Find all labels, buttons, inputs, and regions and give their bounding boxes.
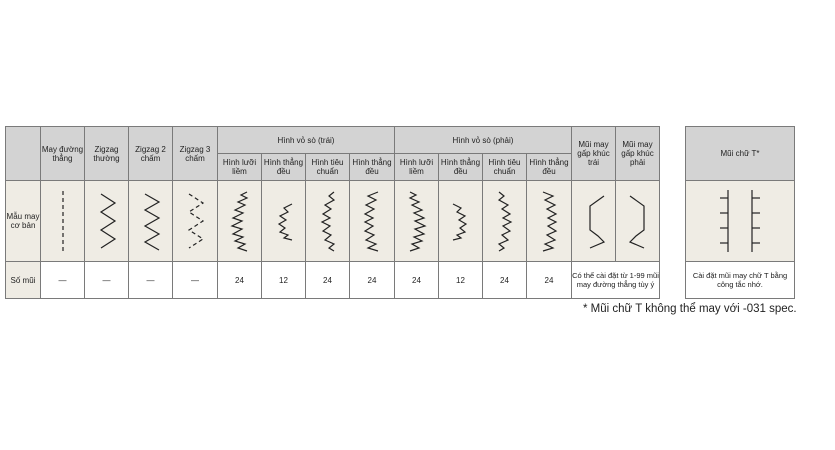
count-cell: — [85, 262, 129, 299]
sub-header-standard-left: Hình tiêu chuẩn [306, 154, 350, 181]
sub-header-crescent-left: Hình lưỡi liềm [218, 154, 262, 181]
row-label-pattern: Mẫu may cơ bản [6, 181, 41, 262]
count-cell: 12 [439, 262, 483, 299]
pattern-scallop-left-even [262, 181, 306, 262]
blind-stitch-icon [618, 186, 658, 256]
count-cell: — [173, 262, 218, 299]
pattern-scallop-right-even2 [527, 181, 572, 262]
sub-header-even-left: Hình thẳng đều [262, 154, 306, 181]
row-label-count: Số mũi [6, 262, 41, 299]
scallop-standard-icon [485, 186, 525, 256]
pattern-scallop-right-crescent [395, 181, 439, 262]
count-cell: 24 [306, 262, 350, 299]
scallop-crescent-icon [220, 186, 260, 256]
count-cell: 12 [262, 262, 306, 299]
scallop-standard-icon [529, 186, 569, 256]
t-stitch-icon [705, 186, 775, 256]
count-cell: — [129, 262, 173, 299]
header-blind-left: Mũi may gấp khúc trái [572, 127, 616, 181]
scallop-even-icon [264, 186, 304, 256]
t-stitch-table [685, 126, 795, 299]
t-stitch-note: Cài đặt mũi may chữ T bằng công tắc nhớ. [686, 262, 795, 299]
pattern-blind-right [616, 181, 660, 262]
count-cell: 24 [350, 262, 395, 299]
straight-stitch-icon [43, 186, 83, 256]
pattern-zigzag-2 [129, 181, 173, 262]
count-cell: 24 [483, 262, 527, 299]
footnote: * Mũi chữ T không thể may với -031 spec. [583, 303, 797, 315]
pattern-straight [41, 181, 85, 262]
sub-header-standard-right: Hình tiêu chuẩn [483, 154, 527, 181]
sub-header-even-right: Hình thẳng đều [439, 154, 483, 181]
count-cell: 24 [395, 262, 439, 299]
header-straight: May đường thẳng [41, 127, 85, 181]
pattern-zigzag [85, 181, 129, 262]
blind-stitch-note: Có thể cài đặt từ 1-99 mũi may đường thẳng tùy ý [572, 262, 660, 299]
zigzag-icon [87, 186, 127, 256]
t-stitch-pattern [686, 181, 795, 262]
scallop-standard-icon [308, 186, 348, 256]
corner-cell [6, 127, 41, 181]
scallop-crescent-icon [397, 186, 437, 256]
header-scallop-right: Hình vỏ sò (phải) [395, 127, 572, 154]
header-scallop-left: Hình vỏ sò (trái) [218, 127, 395, 154]
header-zigzag-normal: Zigzag thường [85, 127, 129, 181]
pattern-blind-left [572, 181, 616, 262]
t-stitch-title: Mũi chữ T* [686, 127, 795, 181]
stitch-pattern-table [5, 126, 660, 299]
zigzag-2-point-icon [131, 186, 171, 256]
sub-header-even2-left: Hình thẳng đều [350, 154, 395, 181]
blind-stitch-icon [574, 186, 614, 256]
pattern-scallop-right-standard [483, 181, 527, 262]
scallop-even-icon [441, 186, 481, 256]
pattern-scallop-right-even [439, 181, 483, 262]
count-cell: — [41, 262, 85, 299]
sub-header-crescent-right: Hình lưỡi liềm [395, 154, 439, 181]
header-zigzag-2: Zigzag 2 chấm [129, 127, 173, 181]
pattern-scallop-left-even2 [350, 181, 395, 262]
header-blind-right: Mũi may gấp khúc phải [616, 127, 660, 181]
sub-header-even2-right: Hình thẳng đều [527, 154, 572, 181]
zigzag-3-point-icon [175, 186, 215, 256]
count-cell: 24 [527, 262, 572, 299]
header-zigzag-3: Zigzag 3 chấm [173, 127, 218, 181]
pattern-scallop-left-standard [306, 181, 350, 262]
count-cell: 24 [218, 262, 262, 299]
pattern-zigzag-3 [173, 181, 218, 262]
scallop-standard-icon [352, 186, 392, 256]
pattern-scallop-left-crescent [218, 181, 262, 262]
